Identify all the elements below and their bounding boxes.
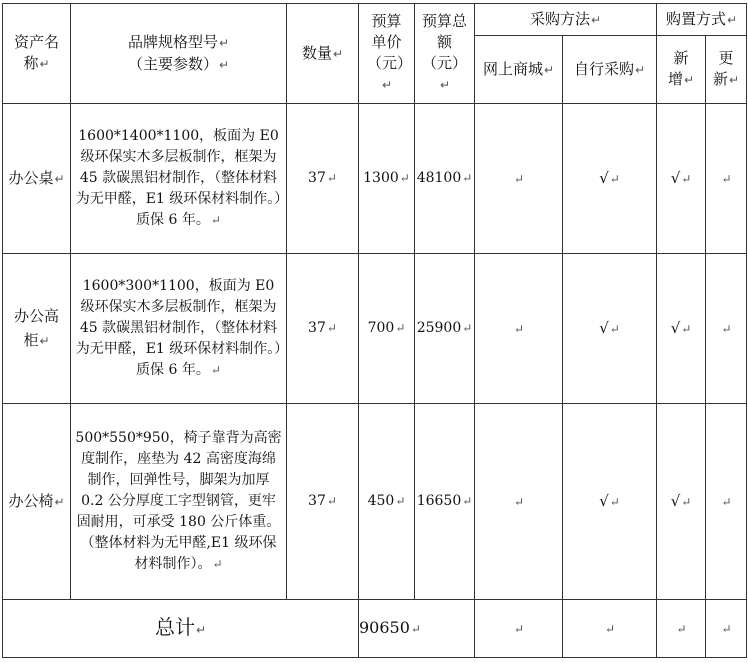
update-cell: ↵	[706, 404, 747, 600]
table-row	[3, 404, 747, 600]
quantity-cell: 37↵	[287, 104, 359, 254]
online-cell: ↵	[475, 404, 563, 600]
self-purchase-cell: √↵	[563, 104, 657, 254]
asset-name: 办公椅↵	[3, 404, 71, 600]
header-quantity: 数量↵	[287, 4, 359, 104]
header-asset-name: 资产名称↵	[3, 4, 71, 104]
header-type-update: 更新↵	[706, 36, 747, 104]
checkmark-icon: √	[599, 318, 609, 337]
spec-text: 1600*1400*1100，板面为 E0 级环保实木多层板制作，框架为 45 款碳黑铝材制作，（整体材料为无甲醛，E1 级环保材料制作。）质保 6 年。↵	[71, 104, 287, 254]
total-self-cell: ↵	[563, 600, 657, 658]
new-cell: √↵	[657, 404, 706, 600]
budget-table	[2, 3, 747, 658]
new-cell: √↵	[657, 104, 706, 254]
grand-total-value: 90650↵	[359, 600, 475, 658]
quantity-cell: 37↵	[287, 404, 359, 600]
total-update-cell: ↵	[706, 600, 747, 658]
header-unit-price: 预算单价（元）↵	[359, 4, 415, 104]
header-method: 采购方法↵	[475, 4, 657, 36]
update-cell: ↵	[706, 104, 747, 254]
header-method-online: 网上商城↵	[475, 36, 563, 104]
checkmark-icon: √	[670, 168, 681, 187]
online-cell: ↵	[475, 104, 563, 254]
header-method-self: 自行采购↵	[563, 36, 657, 104]
total-online-cell: ↵	[475, 600, 563, 658]
self-purchase-cell: √↵	[563, 254, 657, 404]
header-purchase-type: 购置方式↵	[657, 4, 747, 36]
total-row	[3, 600, 747, 658]
self-purchase-cell: √↵	[563, 404, 657, 600]
total-cell: 25900↵	[415, 254, 475, 404]
total-cell: 48100↵	[415, 104, 475, 254]
checkmark-icon: √	[670, 318, 681, 337]
spec-text: 1600*300*1100，板面为 E0 级环保实木多层板制作，框架为 45 款碳黑铝材制作，（整体材料为无甲醛，E1 级环保材料制作。）质保 6 年。↵	[71, 254, 287, 404]
table-row	[3, 254, 747, 404]
checkmark-icon: √	[599, 168, 609, 187]
online-cell: ↵	[475, 254, 563, 404]
table-row	[3, 104, 747, 254]
asset-name: 办公桌↵	[3, 104, 71, 254]
header-spec: 品牌规格型号↵ （主要参数）↵	[71, 4, 287, 104]
unit-price-cell: 1300↵	[359, 104, 415, 254]
header-type-new: 新增↵	[657, 36, 706, 104]
unit-price-cell: 450↵	[359, 404, 415, 600]
checkmark-icon: √	[599, 491, 609, 510]
unit-price-cell: 700↵	[359, 254, 415, 404]
spec-text: 500*550*950，椅子靠背为高密度制作，座垫为 42 高密度海绵制作，回弹性号，脚架为加厚 0.2 公分厚度工字型钢管，更牢固耐用，可承受 180 公斤体重。（整体材料为无甲醛,E1 级环保材料制作）。↵	[71, 404, 287, 600]
quantity-cell: 37↵	[287, 254, 359, 404]
total-label: 总计↵	[3, 600, 359, 658]
total-new-cell: ↵	[657, 600, 706, 658]
total-cell: 16650↵	[415, 404, 475, 600]
checkmark-icon: √	[670, 491, 681, 510]
new-cell: √↵	[657, 254, 706, 404]
header-total: 预算总额（元）↵	[415, 4, 475, 104]
update-cell: ↵	[706, 254, 747, 404]
asset-name: 办公高柜↵	[3, 254, 71, 404]
